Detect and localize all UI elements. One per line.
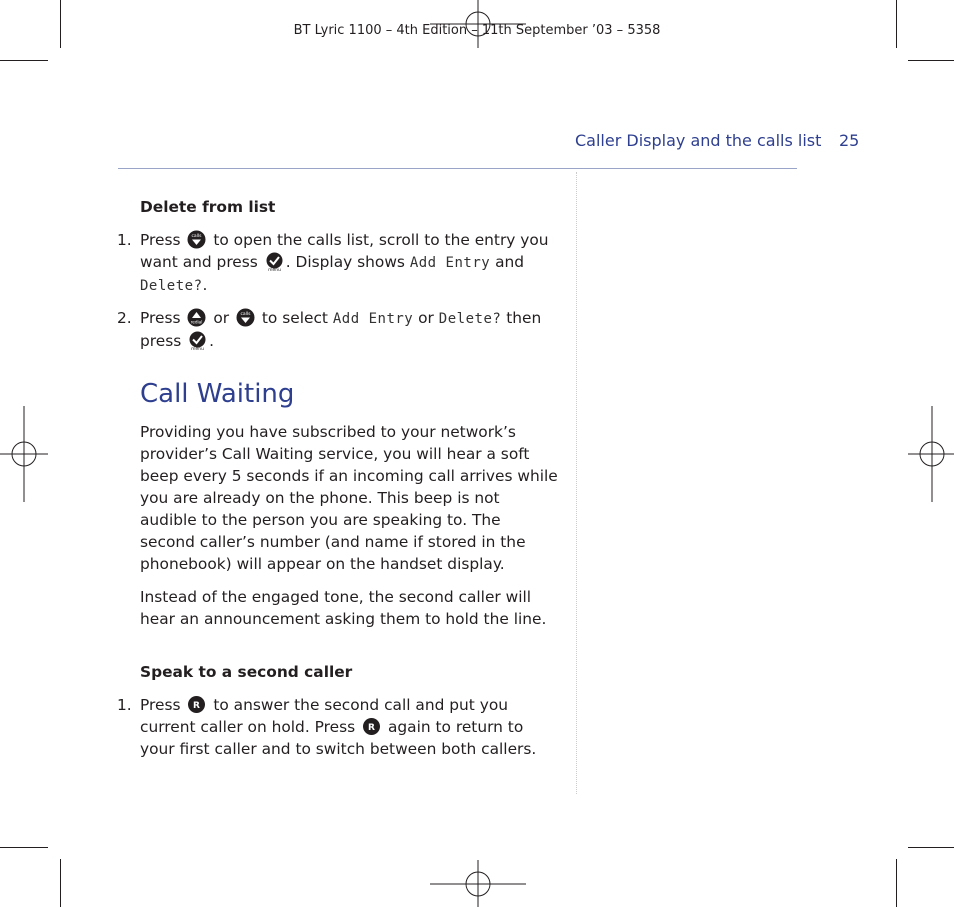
list-item: 1. Press R to answer the second call and put you current caller on hold. Press R again to return to your first caller and to switch between both callers. <box>117 696 537 758</box>
header-rule <box>118 168 797 169</box>
second-caller-steps <box>117 694 560 760</box>
svg-text:menu: menu <box>267 267 281 271</box>
delete-steps <box>117 229 560 352</box>
svg-text:menu: menu <box>191 346 205 350</box>
svg-text:redial: redial <box>191 319 203 325</box>
column-divider <box>576 172 577 794</box>
menu-ok-button-icon <box>188 331 207 350</box>
svg-text:R: R <box>368 723 375 733</box>
recall-r-button-icon <box>362 717 381 736</box>
recall-r-button-icon <box>187 695 206 714</box>
speak-to-second-caller-heading: Speak to a second caller <box>140 663 353 681</box>
display-text: Delete? <box>438 311 502 327</box>
redial-up-button-icon <box>187 308 206 327</box>
call-waiting-paragraph-2: Instead of the engaged tone, the second caller will hear an announcement asking them to hold the line. <box>140 588 547 628</box>
calls-down-button-icon <box>187 230 206 249</box>
display-text: Add Entry <box>409 255 491 271</box>
page-number: 25 <box>839 131 860 150</box>
calls-down-button-icon <box>236 308 255 327</box>
call-waiting-title: Call Waiting <box>140 379 295 409</box>
svg-text:R: R <box>193 701 201 711</box>
svg-text:calls: calls <box>191 234 202 239</box>
list-item: 1. Press calls to open the calls list, scroll to the entry you want and press menu . Display shows Add Entry and Delete?. <box>117 231 549 294</box>
display-text: Delete? <box>140 278 203 294</box>
list-item: 2. Press redial or calls to select Add Entry or Delete? then press menu . <box>117 309 542 350</box>
menu-ok-button-icon <box>265 252 284 271</box>
call-waiting-paragraph-1: Providing you have subscribed to your network’s provider’s Call Waiting service, you will hear a soft beep every 5 seconds if an incoming call arrives while you are already on the phone. This beep is not audible to the person you are speaking to. The second caller’s number (and name if stored in the phonebook) will appear on the handset display. <box>140 423 558 573</box>
main-column <box>117 196 560 770</box>
print-slug-line: BT Lyric 1100 – 4th Edition – 11th September ’03 – 5358 <box>293 23 661 38</box>
running-header-title: Caller Display and the calls list <box>575 131 822 150</box>
delete-from-list-heading: Delete from list <box>140 198 276 216</box>
svg-text:calls: calls <box>240 312 251 317</box>
display-text: Add Entry <box>332 311 414 327</box>
